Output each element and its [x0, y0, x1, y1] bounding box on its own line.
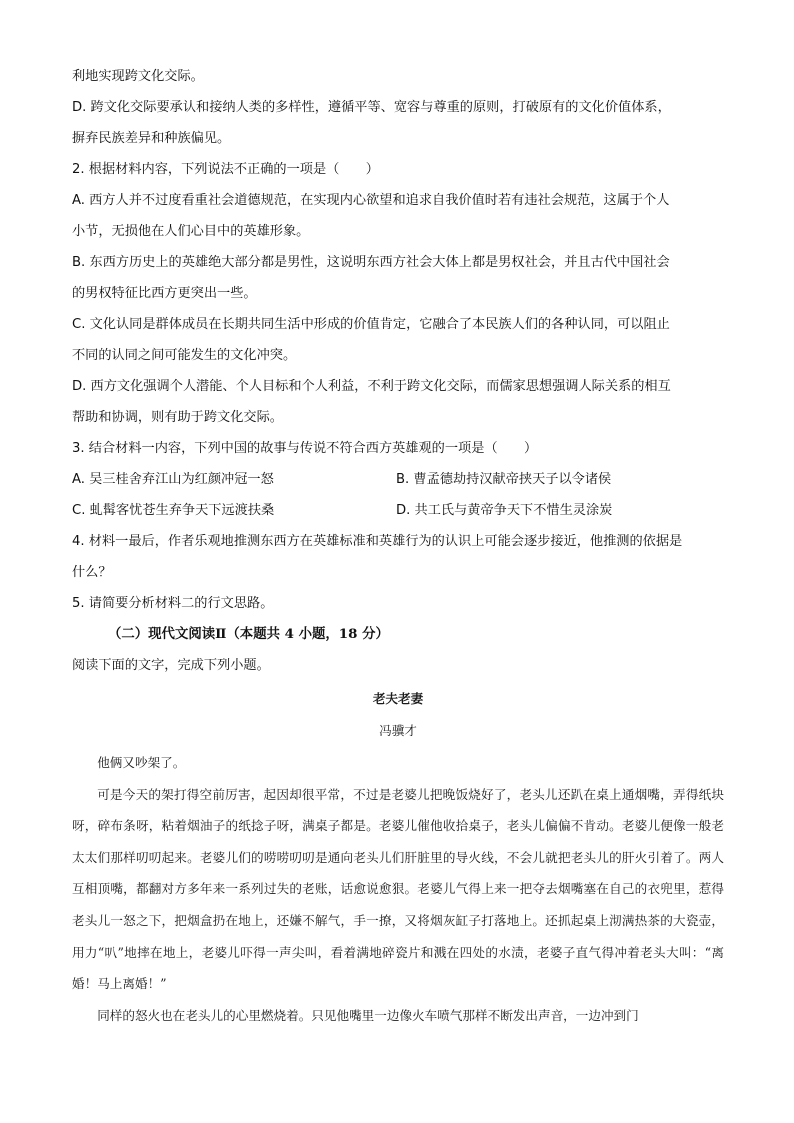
- question-section: [72, 61, 724, 681]
- q5-stem: 5. 请简要分析材料二的行文思路。: [72, 596, 274, 611]
- q3-stem: 3. 结合材料一内容，下列中国的故事与传说不符合西方英雄观的一项是（ ）: [72, 441, 538, 456]
- q2-option-d-line1: D. 西方文化强调个人潜能、个人目标和个人利益，不利于跨文化交际，而儒家思想强调人际关系的相互: [72, 379, 671, 394]
- section-title: （二）现代文阅读Ⅱ（本题共 4 小题，18 分）: [108, 626, 389, 642]
- q2-option-a-line2: 小节，无损他在人们心目中的英雄形象。: [72, 224, 310, 239]
- q3-option-d: D. 共工氏与黄帝争天下不惜生灵涂炭: [396, 503, 613, 518]
- q2-option-b-line2: 的男权特征比西方更突出一些。: [72, 286, 257, 301]
- q4-stem-line2: 什么？: [72, 565, 112, 580]
- q3-option-b: B. 曹孟德劫持汉献帝挟天子以令诸侯: [396, 472, 612, 487]
- q3-options-row1: [72, 464, 724, 495]
- q2-option-c-line2: 不同的认同之间可能发生的文化冲突。: [72, 348, 297, 363]
- story-passage: [72, 683, 724, 1031]
- story-paragraph: 他俩又吵架了。: [97, 755, 186, 770]
- q2-option-c-line1: C. 文化认同是群体成员在长期共同生活中形成的价值肯定，它融合了本民族人们的各种认同，可以阻止: [72, 317, 670, 332]
- story-title: 老夫老妻: [372, 691, 424, 706]
- q4-stem-line1: 4. 材料一最后，作者乐观地推测东西方在英雄标准和英雄行为的认识上可能会逐步接近，他推测的依据是: [72, 534, 683, 549]
- q2-option-a-line1: A. 西方人并不过度看重社会道德规范，在实现内心欲望和追求自我价值时若有违社会规范，这属于个人: [72, 193, 670, 208]
- q1-option-d-line1: D. 跨文化交际要承认和接纳人类的多样性，遵循平等、宽容与尊重的原则，打破原有的文化价值体系，: [72, 100, 671, 115]
- q3-option-c: C. 虬髯客忧苍生弃争天下远渡扶桑: [72, 503, 275, 518]
- q3-options-row2: [72, 495, 724, 526]
- story-paragraph: 同样的怒火也在老头儿的心里燃烧着。只见他嘴里一边像火车喷气那样不断发出声音，一边冲到门: [97, 1007, 639, 1023]
- reading-instruction: 阅读下面的文字，完成下列小题。: [72, 658, 270, 673]
- q2-option-b-line1: B. 东西方历史上的英雄绝大部分都是男性，这说明东西方社会大体上都是男权社会，并且古代中国社会: [72, 255, 670, 270]
- q2-option-d-line2: 帮助和协调，则有助于跨文化交际。: [72, 410, 283, 425]
- story-author: 冯骥才: [379, 723, 417, 738]
- q2-stem: 2. 根据材料内容，下列说法不正确的一项是（ ）: [72, 162, 379, 177]
- q3-option-a: A. 吴三桂舍弃江山为红颜冲冠一怒: [72, 472, 274, 487]
- text-line: 利地实现跨文化交际。: [72, 69, 204, 84]
- story-paragraph: 可是今天的架打得空前厉害，起因却很平常，不过是老婆儿把晚饭烧好了，老头儿还趴在桌上通烟嘴，弄得纸块呀，碎布条呀，粘着烟油子的纸捻子呀，满桌子都是。老婆儿催他收拾桌子，老头儿偏偏不肯动。老婆儿便像一般老太太们那样叨叨起来。老婆儿们的唠唠叨叨是通向老头儿们肝脏里的导火线，不会儿就把老头儿的肝火引着了。两人互相顶嘴，都翻对方多年来一系列过失的老账，话愈说愈狠。老婆儿气得上来一把夺去烟嘴塞在自己的衣兜里，惹得老头儿一怒之下，把烟盒扔在地上，还嫌不解气，手一撩，又将烟灰缸子打落地上。还抓起桌上沏满热茶的大瓷壶，用力“叭”地摔在地上，老婆儿吓得一声尖叫，看着满地碎瓷片和溅在四处的水渍，老婆子直气得冲着老头大叫：“离婚！马上离婚！”: [72, 786, 724, 992]
- q1-option-d-line2: 摒弃民族差异和种族偏见。: [72, 131, 231, 146]
